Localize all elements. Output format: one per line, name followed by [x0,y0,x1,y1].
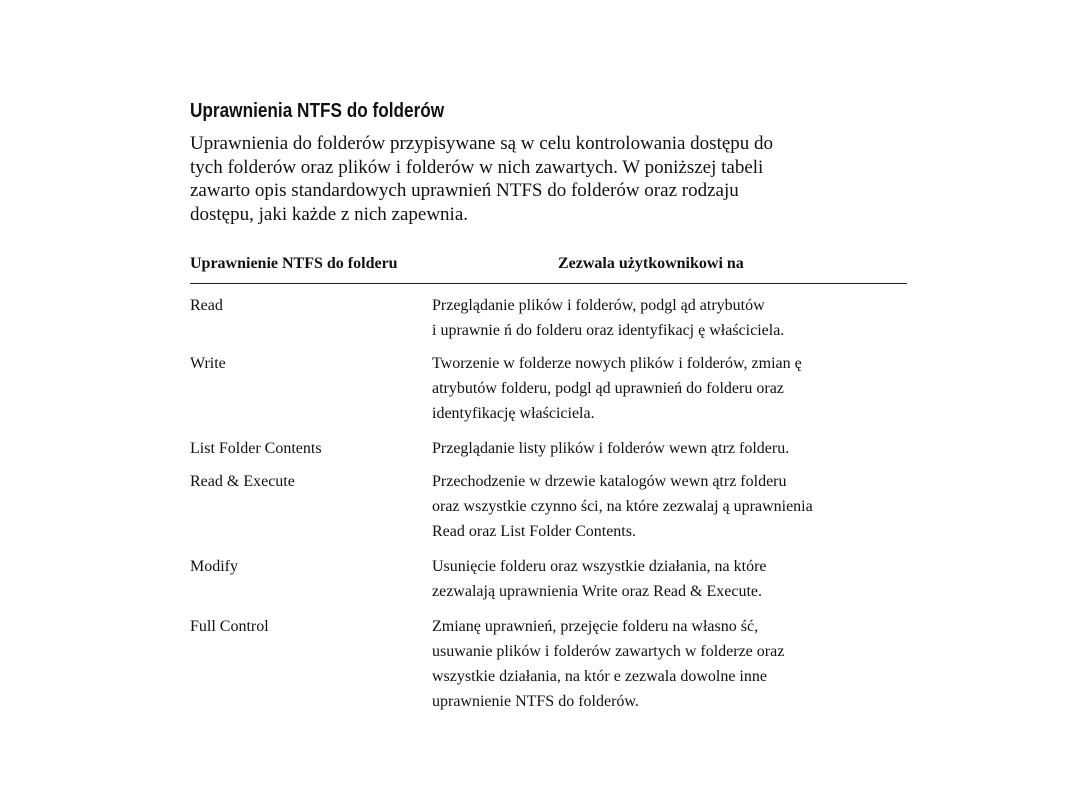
description-line: oraz wszystkie czynno ści, na które zezwalaj ą uprawnienia [432,498,813,515]
description-line: Zmianę uprawnień, przejęcie folderu na własno ść, [432,618,759,635]
description-line: Tworzenie w folderze nowych plików i folderów, zmian ę [432,355,802,372]
description-line: usuwanie plików i folderów zawartych w folderze oraz [432,643,785,660]
intro-paragraph [190,132,890,226]
intro-line: dostępu, jaki każde z nich zapewnia. [190,203,469,225]
description-line: i uprawnie ń do folderu oraz identyfikacj ę właściciela. [432,322,785,339]
table-header [190,255,907,284]
permission-description [432,351,912,426]
permission-name: Read [190,297,223,314]
description-line: Read oraz List Folder Contents. [432,523,636,540]
description-line: Przeglądanie listy plików i folderów wewn ątrz folderu. [432,440,790,457]
description-line: zezwalają uprawnienia Write oraz Read & Execute. [432,583,762,600]
description-line: atrybutów folderu, podgl ąd uprawnień do folderu oraz [432,380,784,397]
permission-description [432,614,912,714]
column-header-allows: Zezwala użytkownikowi na [558,255,744,272]
description-line: Przeglądanie plików i folderów, podgl ąd atrybutów [432,297,765,314]
intro-line: tych folderów oraz plików i folderów w nich zawartych. W poniższej tabeli [190,156,764,178]
description-line: uprawnienie NTFS do folderów. [432,693,639,710]
permission-description [432,436,912,461]
intro-line: zawarto opis standardowych uprawnień NTFS do folderów oraz rodzaju [190,180,739,201]
permission-name: List Folder Contents [190,440,322,457]
description-line: Przechodzenie w drzewie katalogów wewn ątrz folderu [432,473,787,490]
description-line: Usunięcie folderu oraz wszystkie działania, na które [432,558,767,575]
permission-description [432,469,912,544]
permission-name: Write [190,355,226,372]
intro-line: Uprawnienia do folderów przypisywane są w celu kontrolowania dostępu do [190,133,774,154]
permission-name: Read & Execute [190,473,295,490]
page-title: Uprawnienia NTFS do folderów [190,100,445,122]
description-line: wszystkie działania, na któr e zezwala dowolne inne [432,668,767,685]
permission-name: Full Control [190,618,269,635]
description-line: identyfikację właściciela. [432,405,595,422]
permission-description [432,293,912,343]
column-header-permission: Uprawnienie NTFS do folderu [190,255,398,272]
permission-description [432,554,912,604]
permission-name: Modify [190,558,238,575]
